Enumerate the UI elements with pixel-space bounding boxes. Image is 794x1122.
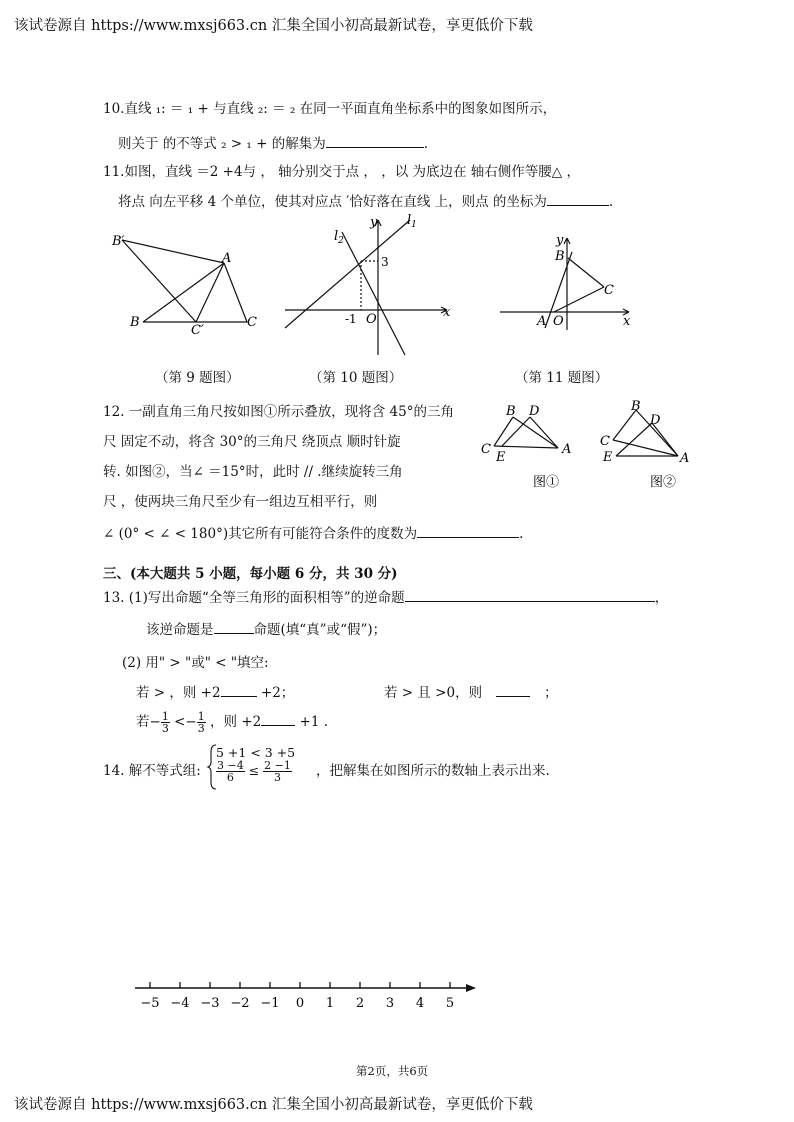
fig12a-caption: 图① (533, 475, 560, 490)
q13-line4-text-c: 若 > 且 >0，则 (384, 685, 483, 701)
number-line-label: 4 (415, 996, 425, 1011)
q10-line1: 10.直线 ₁: ＝ ₁ + 与直线 ₂: ＝ ₂ 在同一平面直角坐标系中的图象如图所示， (103, 101, 557, 117)
q10-answer-blank (326, 146, 424, 148)
q13-line5-text-a: 若− (136, 714, 161, 730)
q14-label: 14. 解不等式组: (103, 763, 201, 779)
fig9-label-c-prime: C′ (191, 323, 204, 338)
fig9-label-c: C (247, 315, 257, 330)
number-line-label: 1 (325, 996, 335, 1011)
number-line (130, 978, 490, 1013)
fig11-label-o: O (553, 314, 564, 329)
q13-blank-1 (221, 695, 257, 697)
fig10-label-l1 (407, 213, 417, 230)
q12-line5-text: ∠ (0° < ∠ < 180°)其它所有可能符合条件的度数为 (103, 526, 418, 542)
number-line-label: 2 (355, 996, 365, 1011)
fig10-label-y: y (370, 215, 378, 230)
q14-ineq2-right-num: 2 −1 (264, 759, 291, 772)
q13-fraction-2 (197, 711, 206, 734)
number-line-label: −1 (260, 996, 280, 1011)
q13-fraction-2-num: 1 (197, 710, 205, 723)
q11-line2 (118, 190, 613, 210)
q13-line2-end: 命题(填“真”或“假”)； (253, 622, 387, 638)
fig12a-label-a: A (562, 442, 572, 457)
q14-ineq2-left-num: 3 −4 (217, 759, 244, 772)
q14-tail: ，把解集在如图所示的数轴上表示出来. (316, 763, 550, 779)
fig9-label-b: B (130, 315, 140, 330)
fig10-l2-sub: 2 (338, 236, 344, 246)
header-banner: 该试卷源自 https://www.mxsj663.cn 汇集全国小初高最新试卷，享更低价下载 (14, 18, 533, 34)
q13-converse-blank (405, 600, 655, 602)
q11-line2-end: . (608, 194, 614, 210)
number-line-label: 3 (385, 996, 395, 1011)
q12-line3: 转. 如图②，当∠ ＝15°时，此时 // .继续旋转三角 (103, 464, 403, 480)
q13-line4-right (384, 681, 558, 701)
fig10-label-x: x (443, 305, 451, 320)
q13-truth-blank (214, 632, 254, 634)
q13-fraction-1 (161, 711, 170, 734)
q13-fraction-1-num: 1 (161, 710, 169, 723)
q13-line5-text-d: +1 . (295, 714, 328, 730)
fig12a-label-d: D (529, 404, 540, 419)
fig12b-label-d: D (650, 413, 661, 428)
q12-line5 (103, 522, 523, 542)
q13-fraction-2-den: 3 (197, 722, 205, 735)
fig9-label-b-prime: B′ (112, 234, 125, 249)
q13-line4-left (136, 681, 294, 701)
q14-ineq2-op: ≤ (248, 763, 260, 778)
fig10-l1-sub: 1 (411, 220, 417, 230)
q13-line4-text-b: +2； (256, 685, 295, 701)
q13-line5-text-c: ，则 +2 (205, 714, 262, 730)
fig11-label-a: A (537, 314, 547, 329)
q14-ineq2-left-den: 6 (226, 771, 234, 784)
fig11-label-x: x (623, 314, 631, 329)
fig9-caption: （第 9 题图） (155, 370, 240, 386)
q13-line2-text: 该逆命题是 (146, 622, 214, 638)
fig10-l1-letter: l (407, 213, 412, 228)
q11-answer-blank (547, 204, 609, 206)
number-line-label: 5 (445, 996, 455, 1011)
q13-blank-3 (261, 724, 295, 726)
fig12a-label-e: E (496, 450, 506, 465)
q11-line1: 11.如图，直线 ＝2 +4与 ， 轴分别交于点 ， ，以 为底边在 轴右侧作等腰△ ， (103, 164, 580, 180)
figure-9 (100, 225, 270, 338)
fig12b-label-a: A (680, 451, 690, 466)
fig10-label-neg1: -1 (345, 312, 357, 326)
page-number: 第2页，共6页 (356, 1064, 429, 1078)
q12-line1: 12. 一副直角三角尺按如图①所示叠放，现将含 45°的三角 (103, 404, 454, 420)
fig12b-label-e: E (603, 450, 613, 465)
q13-line4-text-d: ； (544, 685, 558, 701)
fig10-label-3: 3 (381, 255, 389, 269)
figure-11 (497, 232, 642, 332)
q13-line1-text: 13. (1)写出命题“全等三角形的面积相等”的逆命题 (103, 590, 405, 606)
section-3-title: 三、(本大题共 5 小题，每小题 6 分，共 30 分) (103, 566, 398, 582)
number-line-label: −5 (140, 996, 160, 1011)
number-line-label: −4 (170, 996, 190, 1011)
number-line-label: −3 (200, 996, 220, 1011)
fig10-label-l2 (334, 229, 344, 246)
q13-line1 (103, 586, 668, 606)
q13-line4-text-a: 若 > ，则 +2 (136, 685, 221, 701)
figure-12-2 (598, 398, 698, 495)
number-line-arrow (466, 984, 476, 992)
fig11-label-b: B (555, 249, 565, 264)
fig12b-label-b: B (631, 399, 641, 414)
q12-answer-blank (417, 536, 519, 538)
fig12b-label-c: C (600, 434, 610, 449)
footer-banner: 该试卷源自 https://www.mxsj663.cn 汇集全国小初高最新试卷，享更低价下载 (14, 1097, 533, 1113)
q13-line3: (2) 用" > "或" < "填空: (122, 655, 269, 671)
fig11-label-y: y (556, 233, 564, 248)
q12-line5-end: . (519, 526, 524, 542)
q14-ineq-1: 5 +1 < 3 +5 (216, 745, 296, 760)
q10-line2-end: . (423, 136, 428, 152)
q13-blank-2 (496, 695, 530, 697)
q11-line2-text: 将点 向左平移 4 个单位，使其对应点 ′恰好落在直线 上，则点 的坐标为 (118, 194, 547, 210)
q14-ineq2-left-frac (216, 760, 245, 783)
q13-line1-end: ， (654, 590, 669, 606)
q12-line4: 尺 ，使两块三角尺至少有一组边互相平行，则 (103, 494, 378, 510)
number-line-label: −2 (230, 996, 250, 1011)
q10-line2 (118, 132, 428, 152)
fig12a-label-b: B (506, 404, 516, 419)
fig11-caption: （第 11 题图） (515, 370, 609, 386)
q13-line2 (146, 618, 386, 638)
figure-12-1 (478, 400, 578, 495)
q13-line5 (136, 710, 328, 734)
q14-ineq-2 (216, 760, 292, 783)
fig12a-label-c: C (481, 442, 491, 457)
q12-line2: 尺 固定不动，将含 30°的三角尺 绕顶点 顺时针旋 (103, 434, 401, 450)
number-line-label: 0 (295, 996, 305, 1011)
fig10-caption: （第 10 题图） (309, 370, 403, 386)
figure-10 (282, 210, 457, 360)
q13-fraction-1-den: 3 (161, 722, 169, 735)
q14-ineq2-right-den: 3 (274, 771, 282, 784)
q13-line5-text-b: <− (169, 714, 197, 730)
fig10-label-o: O (366, 312, 377, 327)
fig11-label-c: C (604, 283, 614, 298)
fig9-label-a: A (222, 251, 232, 266)
fig10-l2-letter: l (334, 229, 339, 244)
q14-ineq2-right-frac (263, 760, 292, 783)
q10-line2-text: 则关于 的不等式 ₂ > ₁ + 的解集为 (118, 136, 326, 152)
fig12b-caption: 图② (650, 475, 677, 490)
